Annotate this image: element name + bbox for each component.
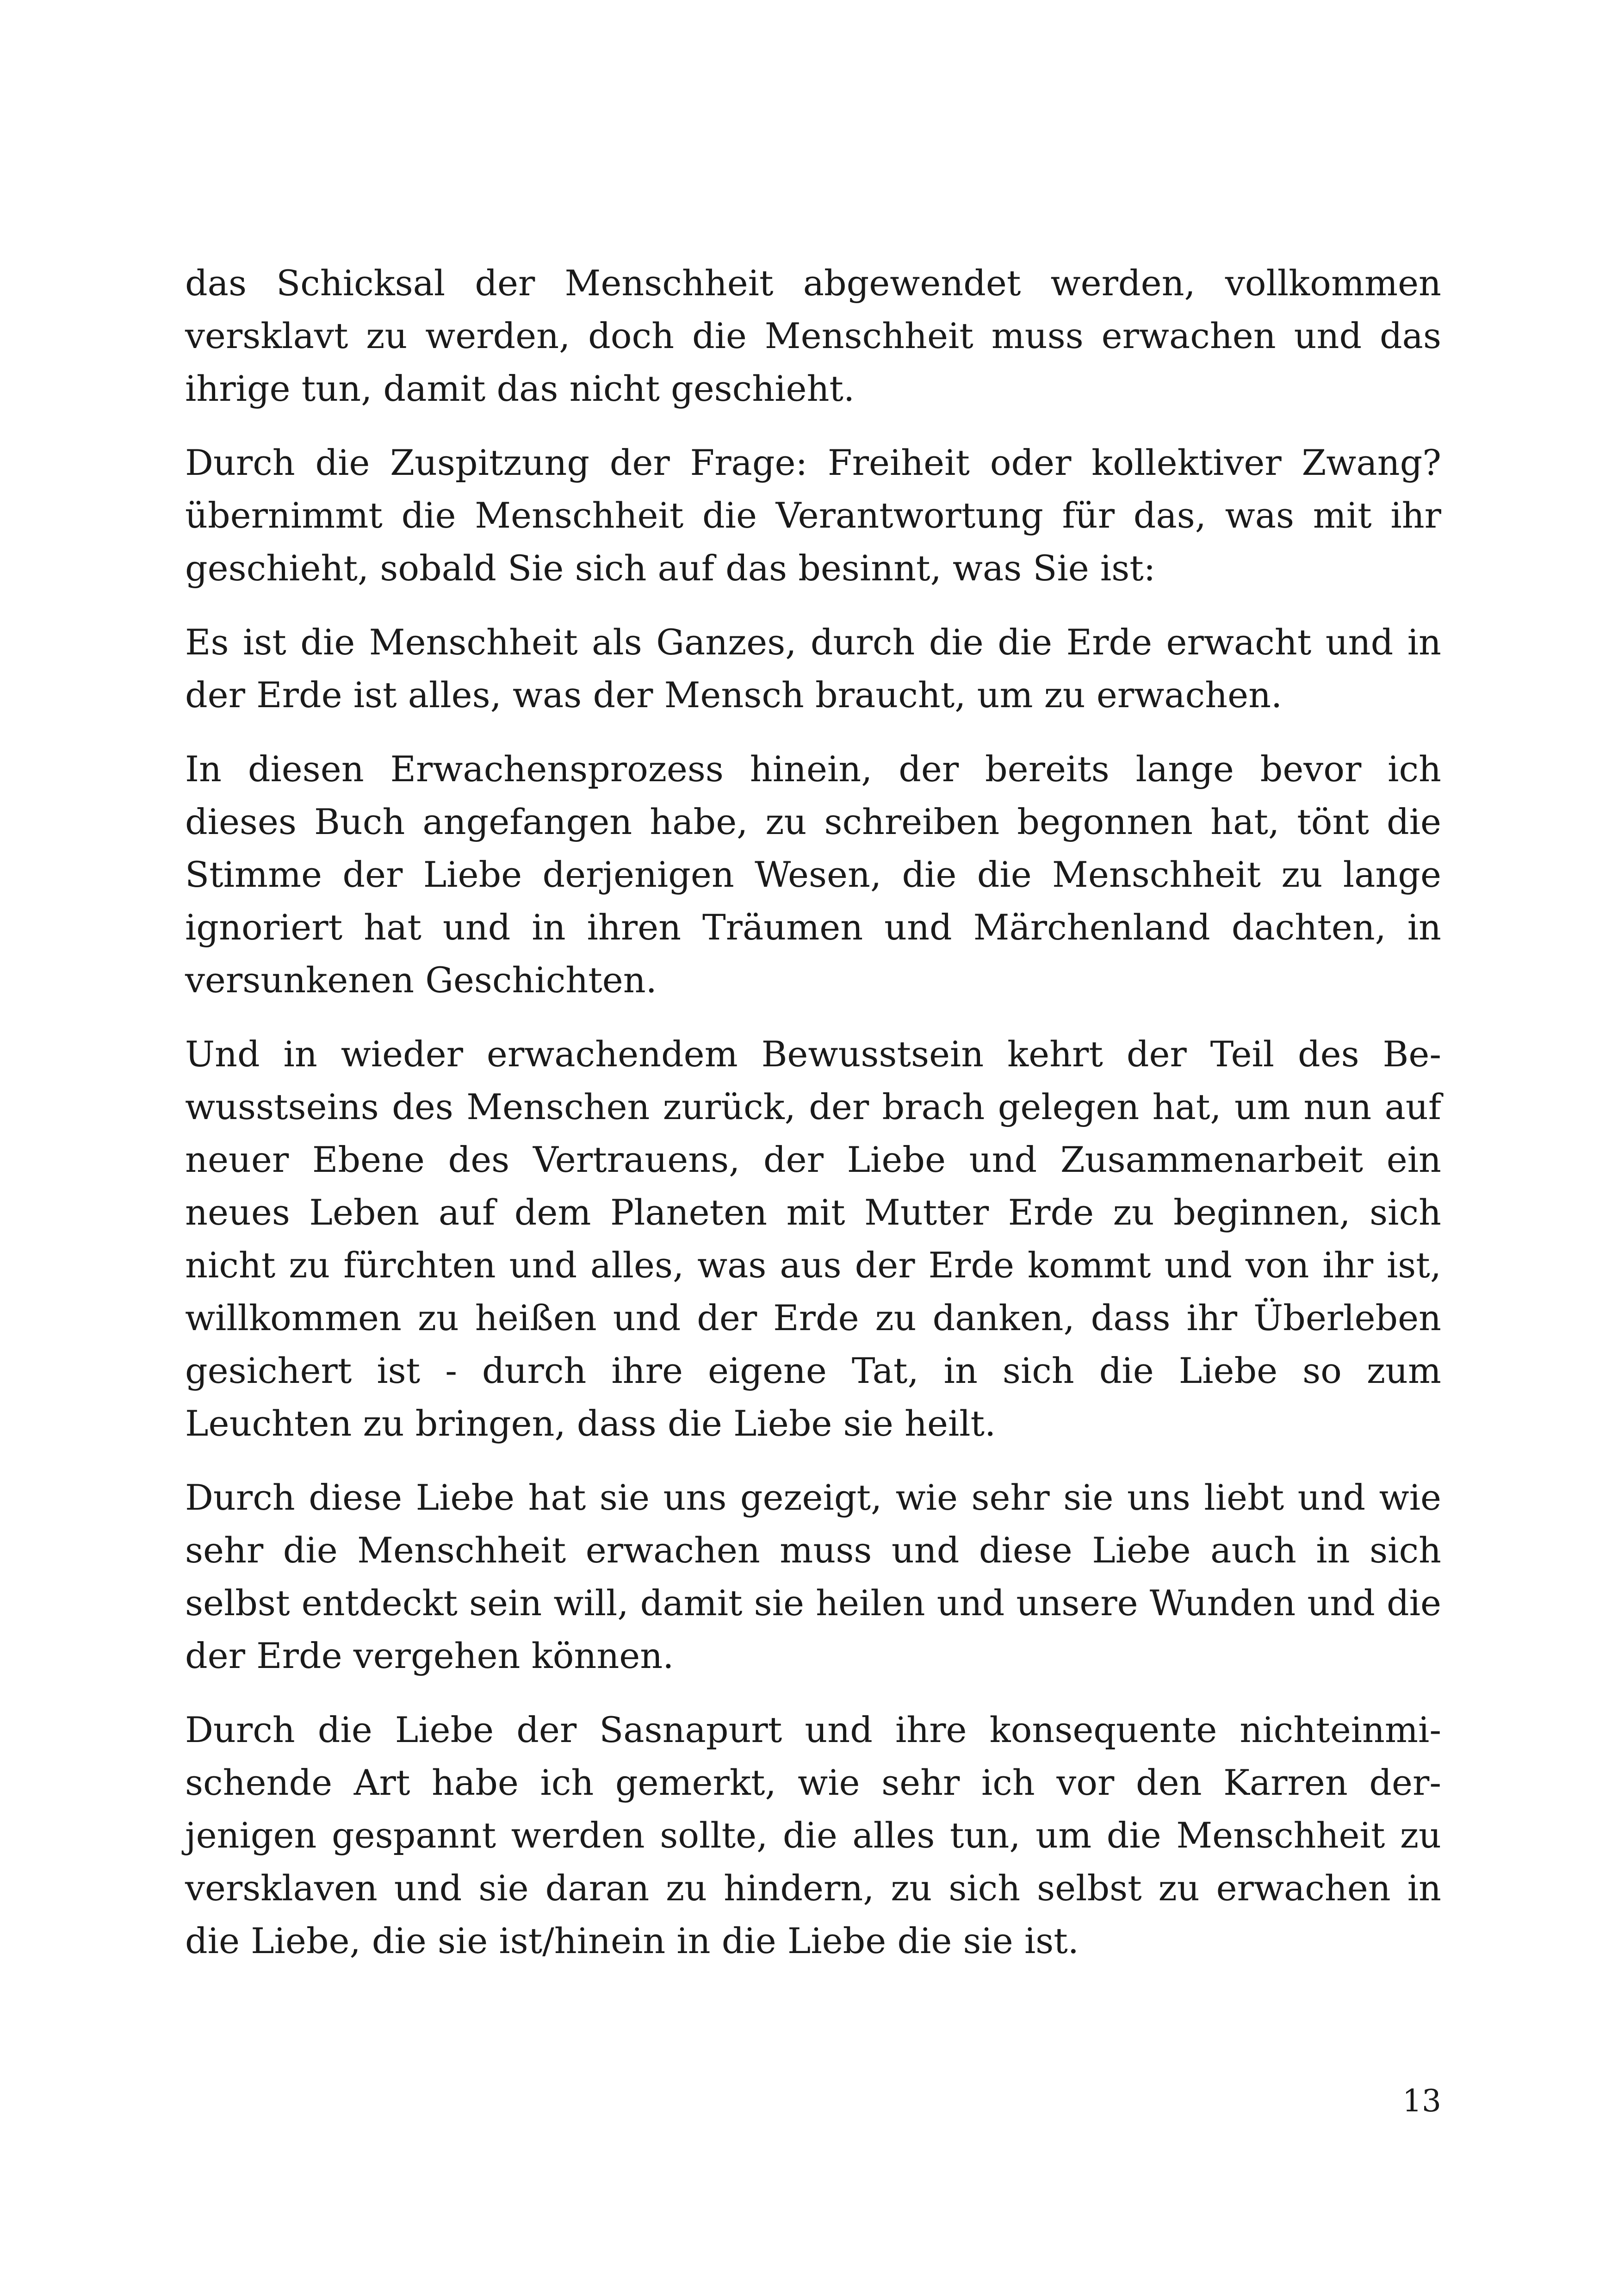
paragraph-7: Durch die Liebe der Sasnapurt und ihre konsequente nichteinmischende Art habe ich gemerkt, wie sehr ich vor den Karren derjenigen gespannt werden sollte, die alles tun, um die Menschheit zu versklaven und sie daran zu hindern, zu sich selbst zu erwachen in die Liebe, die sie ist/hinein in die Liebe die sie ist. [185, 1709, 1441, 1961]
paragraph-5: Und in wieder erwachendem Bewusstsein kehrt der Teil des Bewusstseins des Menschen zurück, der brach gelegen hat, um nun auf neuer Ebene des Vertrauens, der Liebe und Zusammenarbeit ein neues Leben auf dem Planeten mit Mutter Erde zu beginnen, sich nicht zu fürchten und alles, was aus der Erde kommt und von ihr ist, willkommen zu heißen und der Erde zu danken, dass ihr Überleben gesichert ist - durch ihre eigene Tat, in sich die Liebe so zum Leuchten zu bringen, dass die Liebe sie heilt. [185, 1033, 1441, 1444]
paragraph-1: das Schicksal der Menschheit abgewendet werden, vollkommen versklavt zu werden, doch die Menschheit muss erwachen und das ihrige tun, damit das nicht geschieht. [185, 262, 1441, 409]
paragraph-6: Durch diese Liebe hat sie uns gezeigt, wie sehr sie uns liebt und wie sehr die Menschheit erwachen muss und diese Liebe auch in sich selbst entdeckt sein will, damit sie heilen und unsere Wunden und die der Erde vergehen können. [185, 1477, 1441, 1676]
page-number: 13 [1402, 2083, 1441, 2119]
body-text [185, 257, 1441, 1967]
paragraph-3: Es ist die Menschheit als Ganzes, durch die die Erde erwacht und in der Erde ist alles, was der Mensch braucht, um zu erwachen. [185, 622, 1441, 716]
paragraph-4: In diesen Erwachensprozess hinein, der bereits lange bevor ich dieses Buch angefangen habe, zu schreiben begonnen hat, tönt die Stimme der Liebe derjenigen Wesen, die die Menschheit zu lange ignoriert hat und in ihren Träumen und Märchenland dachten, in versunkenen Geschichten. [185, 748, 1441, 1001]
paragraph-2: Durch die Zuspitzung der Frage: Freiheit oder kollektiver Zwang? übernimmt die Menschheit die Verantwortung für das, was mit ihr geschieht, sobald Sie sich auf das besinnt, was Sie ist: [185, 442, 1441, 589]
